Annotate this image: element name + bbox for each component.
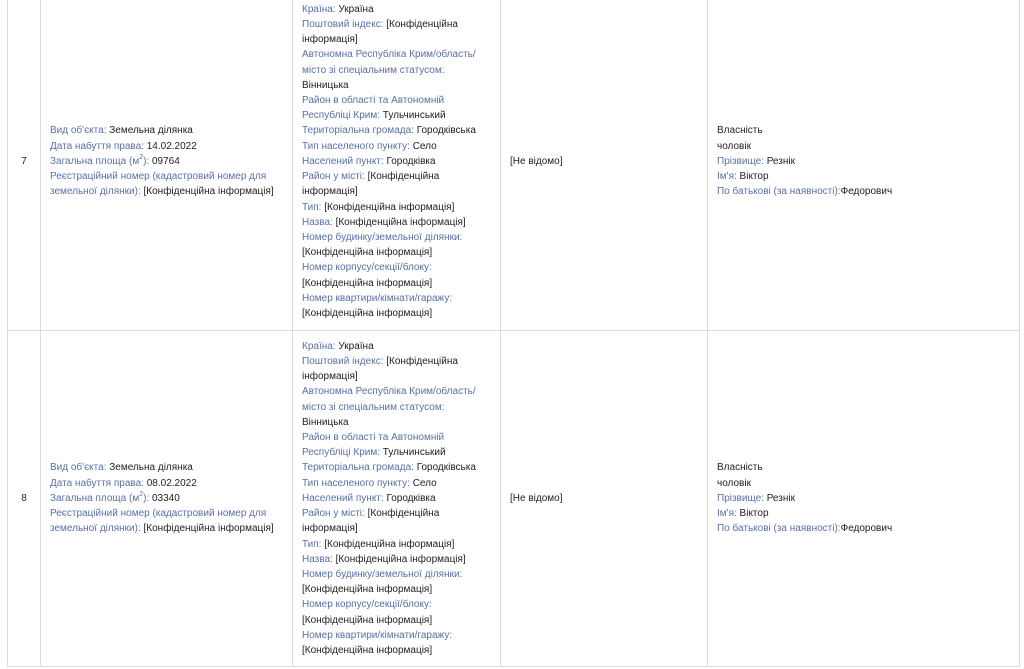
land-plots-table	[7, 0, 1020, 667]
address-country: Країна: Україна	[302, 3, 374, 15]
address-city-district: Район у місті: [Конфіденційна інформація]	[302, 171, 440, 198]
table-row	[8, 331, 1020, 667]
address-region: Автономна Республіка Крим/область/місто зі спеціальним статусом: Вінницька	[302, 49, 476, 91]
cost-cell	[501, 331, 708, 667]
registration-number: Реєстраційний номер (кадастровий номер для земельної ділянки): [Конфіденційна інформація]	[50, 171, 274, 198]
address-district: Район в області та Автономній Республіці Крим: Тульчинський	[302, 95, 446, 122]
cost-value: [Не відомо]	[510, 492, 563, 504]
address-house: Номер будинку/земельної ділянки: [Конфіденційна інформація]	[302, 568, 463, 596]
owner-cell	[708, 0, 1020, 331]
address-settlement-type: Тип населеного пункту: Село	[302, 140, 437, 152]
acquisition-date: Дата набуття права: 14.02.2022	[50, 140, 197, 152]
object-type: Вид об'єкта: Земельна ділянка	[50, 125, 193, 137]
address-cell	[293, 0, 501, 331]
address-building: Номер корпусу/секції/блоку: [Конфіденційна інформація]	[302, 262, 433, 289]
table-row	[8, 0, 1020, 331]
owner-surname: Прізвище: Резнік	[717, 492, 795, 504]
address-street-name: Назва: [Конфіденційна інформація]	[302, 553, 466, 565]
row-number: 8	[8, 331, 41, 667]
owner-relation: чоловік	[717, 140, 751, 152]
address-settlement: Населений пункт: Городківка	[302, 492, 436, 504]
address-building: Номер корпусу/секції/блоку: [Конфіденційна інформація]	[302, 599, 433, 626]
owner-patronymic: По батькові (за наявності):Федорович	[717, 523, 893, 535]
address-district: Район в області та Автономній Республіці Крим: Тульчинський	[302, 432, 446, 459]
right-type: Власність	[717, 462, 763, 474]
address-apartment: Номер квартири/кімнати/гаражу: [Конфіденційна інформація]	[302, 292, 453, 319]
object-cell	[41, 331, 293, 667]
total-area: Загальна площа $(м^2)$: 03340	[50, 490, 180, 504]
cost-cell	[501, 0, 708, 331]
cost-value: [Не відомо]	[510, 155, 563, 167]
address-apartment: Номер квартири/кімнати/гаражу: [Конфіденційна інформація]	[302, 629, 453, 656]
owner-patronymic: По батькові (за наявності):Федорович	[717, 186, 893, 198]
owner-surname: Прізвище: Резнік	[717, 155, 795, 167]
total-area: Загальна площа $(м^2)$: 09764	[50, 153, 180, 167]
address-community: Територіальна громада: Городківська	[302, 462, 476, 474]
owner-relation: чоловік	[717, 477, 751, 489]
acquisition-date: Дата набуття права: 08.02.2022	[50, 477, 197, 489]
registration-number: Реєстраційний номер (кадастровий номер для земельної ділянки): [Конфіденційна інформація]	[50, 508, 274, 535]
address-settlement: Населений пункт: Городківка	[302, 155, 436, 167]
address-postal: Поштовий індекс: [Конфіденційна інформація]	[302, 19, 458, 46]
row-number: 7	[8, 0, 41, 331]
address-community: Територіальна громада: Городківська	[302, 125, 476, 137]
address-postal: Поштовий індекс: [Конфіденційна інформація]	[302, 356, 458, 383]
address-city-district: Район у місті: [Конфіденційна інформація]	[302, 508, 440, 535]
owner-cell	[708, 331, 1020, 667]
address-street-type: Тип: [Конфіденційна інформація]	[302, 201, 455, 213]
address-street-name: Назва: [Конфіденційна інформація]	[302, 216, 466, 228]
address-house: Номер будинку/земельної ділянки: [Конфіденційна інформація]	[302, 231, 463, 259]
address-region: Автономна Республіка Крим/область/місто зі спеціальним статусом: Вінницька	[302, 386, 476, 428]
object-cell	[41, 0, 293, 331]
address-country: Країна: Україна	[302, 340, 374, 352]
address-settlement-type: Тип населеного пункту: Село	[302, 477, 437, 489]
owner-name: Ім'я: Віктор	[717, 171, 769, 183]
address-cell	[293, 331, 501, 667]
address-street-type: Тип: [Конфіденційна інформація]	[302, 538, 455, 550]
object-type: Вид об'єкта: Земельна ділянка	[50, 462, 193, 474]
right-type: Власність	[717, 125, 763, 137]
owner-name: Ім'я: Віктор	[717, 508, 769, 520]
